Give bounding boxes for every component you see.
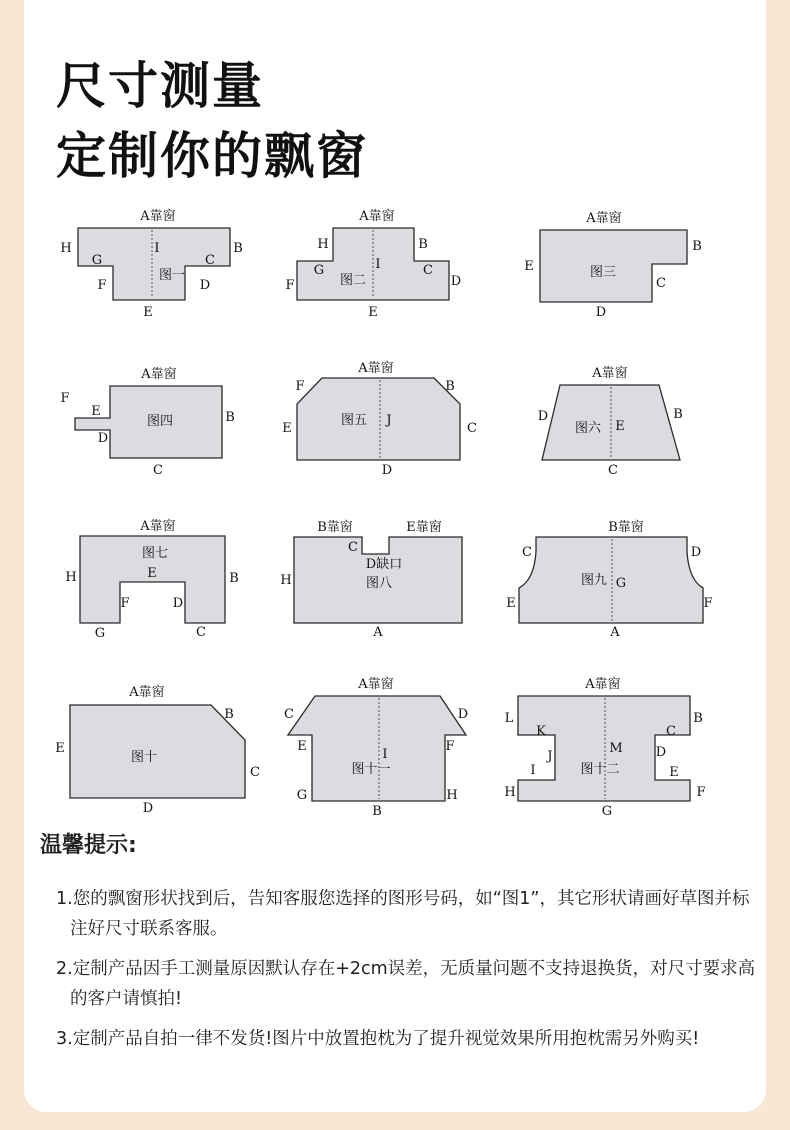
dimension-label: F (445, 739, 455, 754)
shape-figure-2 (285, 208, 461, 320)
dimension-label: I (382, 747, 388, 762)
dimension-label: G (91, 253, 103, 268)
tips-title: 温馨提示: (40, 833, 137, 858)
dimension-label: B (418, 237, 428, 252)
dimension-label: G (601, 804, 613, 819)
figure-name: 图一 (158, 268, 186, 283)
dimension-label: E (91, 404, 101, 419)
dimension-label: A靠窗 (592, 366, 628, 381)
dimension-label: A靠窗 (141, 367, 177, 382)
dimension-label: C (522, 545, 532, 560)
dimension-label: G (94, 626, 106, 641)
dimension-label: B (225, 410, 235, 425)
dimension-label: D (450, 274, 462, 289)
dimension-label: C (348, 540, 358, 555)
dimension-label: A (373, 625, 383, 640)
dimension-label: D (142, 801, 154, 816)
figure-name: 图七 (141, 546, 169, 561)
dimension-label: B (372, 804, 382, 819)
dimension-label: E (147, 566, 157, 581)
dimension-label: F (60, 391, 70, 406)
dimension-label: H (504, 785, 516, 800)
dimension-label: A靠窗 (358, 361, 394, 376)
window-shape (519, 537, 703, 623)
dimension-label: C (666, 724, 676, 739)
dimension-label: F (703, 596, 713, 611)
shape-figure-4 (60, 366, 234, 478)
dimension-label: I (375, 257, 381, 272)
shape-figure-11 (284, 676, 468, 819)
shape-figure-6 (538, 365, 683, 478)
page-title: 尺寸测量 (56, 57, 264, 115)
dimension-label: B (673, 407, 683, 422)
shape-figure-5 (282, 360, 477, 478)
dimension-label: G (296, 788, 308, 803)
dimension-label: D (457, 707, 469, 722)
dimension-label: F (285, 278, 295, 293)
dimension-label: H (60, 241, 72, 256)
dimension-label: A靠窗 (140, 519, 176, 534)
dimension-label: B (445, 379, 455, 394)
dimension-label: C (423, 263, 433, 278)
dimension-label: D (655, 745, 667, 760)
dimension-label: E (368, 305, 378, 320)
dimension-label: F (696, 785, 706, 800)
dimension-label: K (536, 724, 546, 739)
dimension-label: E (669, 765, 679, 780)
tip-item: 1.您的飘窗形状找到后，告知客服您选择的图形号码，如“图1”，其它形状请画好草图并标注好尺寸联系客服。 (56, 889, 750, 939)
dimension-label: B (693, 711, 703, 726)
dimension-label: G (615, 576, 627, 591)
dimension-label: E (615, 419, 625, 434)
figure-name: 图五 (340, 413, 368, 428)
dimension-label: B靠窗 (317, 520, 353, 535)
figure-name: 图三 (589, 265, 617, 280)
dimension-label: C (205, 253, 215, 268)
dimension-label: D缺口 (365, 557, 403, 572)
dimension-label: D (537, 409, 549, 424)
dimension-label: A靠窗 (129, 685, 165, 700)
dimension-label: C (196, 625, 206, 640)
dimension-label: H (280, 573, 292, 588)
dimension-label: E (55, 741, 65, 756)
dimension-label: E (143, 305, 153, 320)
figure-name: 图九 (580, 573, 608, 588)
dimension-label: L (504, 711, 514, 726)
figure-name: 图六 (574, 421, 602, 436)
dimension-label: F (295, 379, 305, 394)
dimension-label: D (595, 305, 607, 320)
shape-figure-1 (60, 208, 242, 320)
window-shape (288, 696, 469, 801)
dimension-label: E (297, 739, 307, 754)
dimension-label: G (313, 263, 325, 278)
page-subtitle: 定制你的飘窗 (56, 127, 368, 185)
dimension-label: A靠窗 (585, 677, 621, 692)
dimension-label: F (120, 596, 130, 611)
window-shape (70, 705, 245, 798)
figure-name: 图二 (339, 273, 367, 288)
dimension-label: H (65, 570, 77, 585)
dimension-label: A (610, 625, 620, 640)
dimension-label: I (154, 241, 160, 256)
tip-item: 3.定制产品自拍一律不发货!图片中放置抱枕为了提升视觉效果所用抱枕需另外购买! (56, 1029, 700, 1049)
dimension-label: M (609, 741, 623, 756)
dimension-label: J (386, 413, 392, 428)
dimension-label: E靠窗 (406, 520, 442, 535)
window-shape (297, 378, 460, 460)
figure-name: 图十二 (580, 762, 620, 777)
dimension-label: C (656, 276, 666, 291)
figure-name: 图四 (146, 414, 174, 429)
figure-name: 图十一 (351, 762, 391, 777)
dimension-label: D (690, 545, 702, 560)
shape-figure-7 (65, 518, 238, 641)
dimension-label: A靠窗 (140, 209, 176, 224)
figure-name: 图十 (130, 750, 158, 765)
shape-figure-10 (55, 684, 260, 816)
dimension-label: C (153, 463, 163, 478)
shape-figure-3 (524, 210, 702, 320)
dimension-label: D (97, 431, 109, 446)
dimension-label: D (172, 596, 184, 611)
dimension-label: C (284, 707, 294, 722)
dimension-label: H (446, 788, 458, 803)
dimension-label: A靠窗 (586, 211, 622, 226)
dimension-label: B (692, 239, 702, 254)
dimension-label: D (381, 463, 393, 478)
dimension-label: I (530, 763, 536, 778)
dimension-label: C (467, 421, 477, 436)
dimension-label: D (199, 278, 211, 293)
dimension-label: B靠窗 (608, 520, 644, 535)
dimension-label: F (97, 278, 107, 293)
dimension-label: E (282, 421, 292, 436)
dimension-label: A靠窗 (359, 209, 395, 224)
shape-figure-8 (280, 519, 462, 640)
tip-item: 2.定制产品因手工测量原因默认存在+2cm误差，无质量问题不支持退换货，对尺寸要求高的客户请慎拍! (56, 959, 756, 1009)
dimension-label: B (229, 571, 239, 586)
dimension-label: B (224, 707, 234, 722)
dimension-label: A靠窗 (358, 677, 394, 692)
figure-name: 图八 (365, 576, 393, 591)
shape-figure-12 (504, 676, 705, 819)
dimension-label: E (506, 596, 516, 611)
dimension-label: B (233, 241, 243, 256)
dimension-label: C (608, 463, 618, 478)
dimension-label: J (547, 749, 553, 764)
dimension-label: E (524, 259, 534, 274)
dimension-label: H (317, 237, 329, 252)
dimension-label: C (250, 765, 260, 780)
shape-figure-9 (506, 519, 712, 640)
